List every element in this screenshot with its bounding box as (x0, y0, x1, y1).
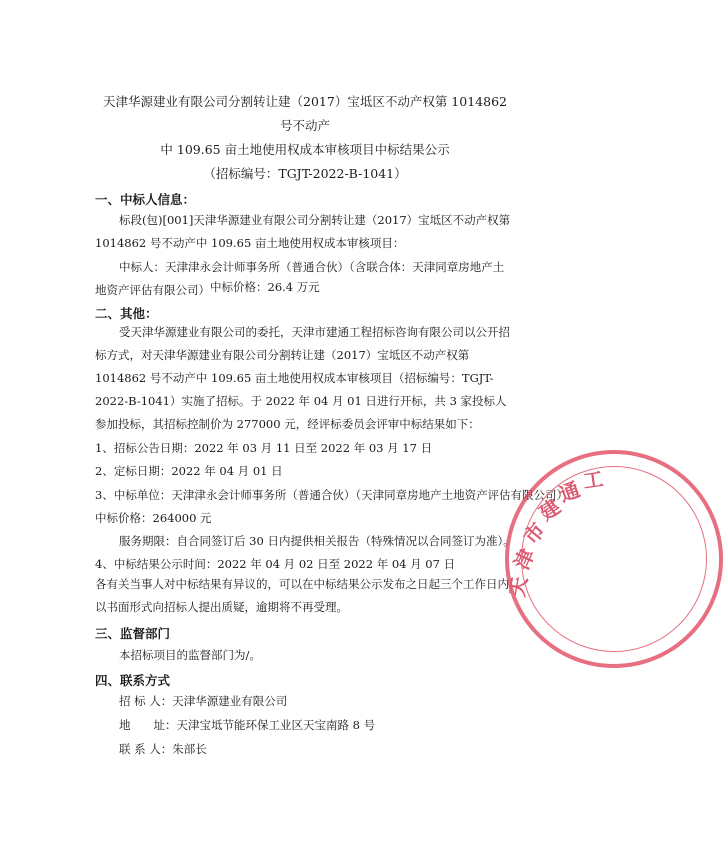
document-title (95, 90, 515, 186)
winner-info: 中标人：天津津永会计师事务所（普通合伙）（含联合体：天津同章房地产土地资产评估有限公司） (95, 260, 505, 297)
item-4-publicity-period: 4、中标结果公示时间：2022 年 04 月 02 日至 2022 年 04 月 07 日 (95, 557, 456, 571)
contact-person: 联 系 人：朱部长 (119, 742, 207, 756)
item-2-award-date: 2、定标日期：2022 年 04 月 01 日 (95, 464, 283, 478)
winner-price: 中标价格：26.4 万元 (210, 280, 320, 294)
section-1-paragraph: 标段(包)[001]天津华源建业有限公司分割转让建（2017）宝坻区不动产权第 1014862 号不动产中 109.65 亩土地使用权成本审核项目： (95, 213, 511, 250)
section-3-heading: 三、监督部门 (95, 626, 171, 641)
section-2-heading: 二、其他： (95, 306, 158, 321)
objection-notice: 各有关当事人对中标结果有异议的，可以在中标结果公示发布之日起三个工作日内以书面形式向招标人提出质疑，逾期将不再受理。 (95, 577, 509, 614)
supervisory-department: 本招标项目的监督部门为/。 (119, 648, 261, 662)
section-2-paragraph: 受天津华源建业有限公司的委托，天津市建通工程招标咨询有限公司以公开招标方式，对天津华源建业有限公司分割转让建（2017）宝坻区不动产权第 1014862 号不动产中 109.65 亩土地使用权成本审核项目（招标编号：TGJT-2022-B-1041）实施了招标。于 2022 年 04 月 01 日进行开标，共 3 家投标人参加投标，其招标控制价为 277000 元，经评标委员会评审中标结果如下： (95, 325, 510, 431)
item-3-winning-price: 中标价格：264000 元 (95, 511, 212, 525)
title-line-1: 天津华源建业有限公司分割转让建（2017）宝坻区不动产权第 1014862 号不动产 (103, 94, 507, 133)
item-3-winning-unit: 3、中标单位：天津津永会计师事务所（普通合伙）（天津同章房地产土地资产评估有限公司） (95, 488, 569, 502)
section-1-heading: 一、中标人信息： (95, 192, 196, 207)
contact-tenderer: 招 标 人：天津华源建业有限公司 (119, 694, 288, 708)
title-line-2: 中 109.65 亩土地使用权成本审核项目中标结果公示 (160, 142, 450, 157)
official-seal: 天 津 市 建 通 工 (505, 450, 723, 668)
title-line-3: （招标编号：TGJT-2022-B-1041） (203, 166, 407, 181)
service-period: 服务期限：自合同签订后 30 日内提供相关报告（特殊情况以合同签订为准）。 (119, 534, 515, 548)
contact-address: 地 址：天津宝坻节能环保工业区天宝南路 8 号 (119, 718, 376, 732)
item-1-announcement-date: 1、招标公告日期：2022 年 03 月 11 日至 2022 年 03 月 17 日 (95, 441, 433, 455)
section-4-heading: 四、联系方式 (95, 673, 171, 688)
